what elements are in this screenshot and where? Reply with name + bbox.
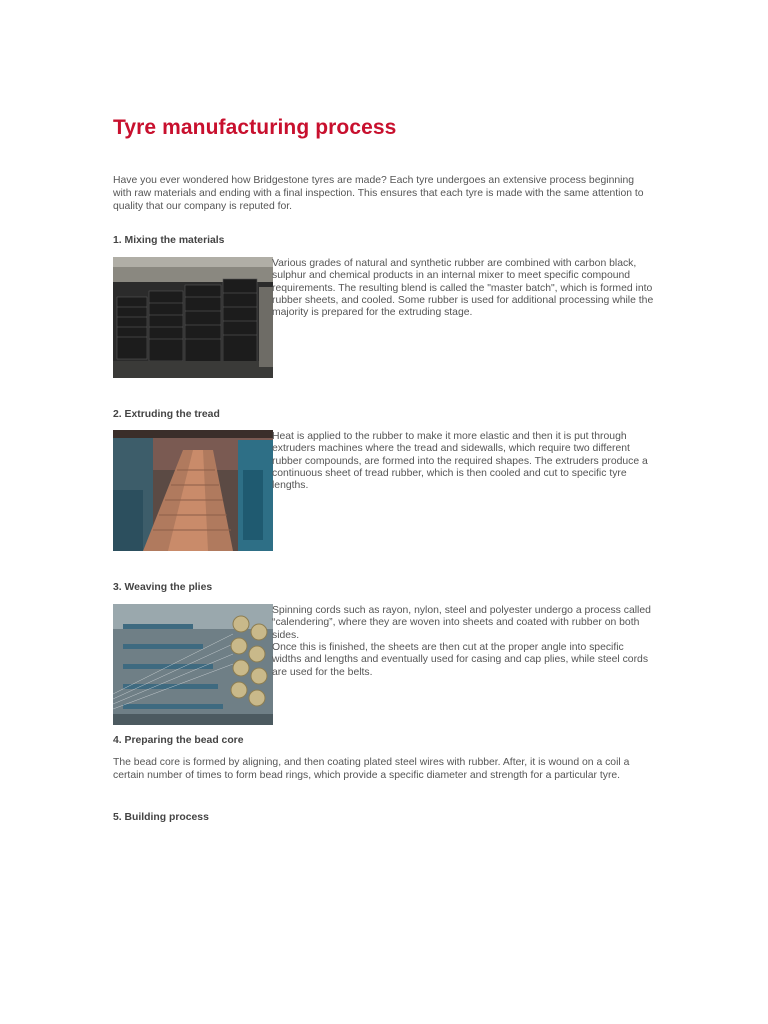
section-4-heading: 4. Preparing the bead core: [113, 735, 244, 746]
weaving-plies-photo: [113, 604, 273, 725]
mixing-materials-photo: [113, 257, 273, 378]
section-2-text: Heat is applied to the rubber to make it more elastic and then it is put through extruders machines where the tread and sidewalls, which require two different rubber compounds, are formed into the required shapes. The extruders produce a continuous sheet of tread rubber, which is then cooled and cut to specific tyre lengths.: [272, 431, 648, 492]
section-3-heading: 3. Weaving the plies: [113, 582, 213, 593]
page-title: Tyre manufacturing process: [113, 116, 397, 139]
section-3-text-2: Once this is finished, the sheets are then cut at the proper angle into specific widths and lengths and eventually used for casing and cap plies, while steel cords are used for the belts.: [272, 642, 649, 678]
intro-paragraph: Have you ever wondered how Bridgestone tyres are made? Each tyre undergoes an extensive process beginning with raw materials and ending with a final inspection. This ensures that each tyre is made with the same attention to quality that our company is reputed for.: [113, 175, 644, 212]
section-4-text: The bead core is formed by aligning, and then coating plated steel wires with rubber. After, it is wound on a coil a certain number of times to form bead rings, which provide a specific diameter and strength for a particular tyre.: [113, 757, 630, 781]
section-5-heading: 5. Building process: [113, 812, 209, 823]
section-3-text-1: Spinning cords such as rayon, nylon, steel and polyester undergo a process called “calendering”, where they are woven into sheets and coated with rubber on both sides.: [272, 605, 651, 641]
section-1-text: Various grades of natural and synthetic rubber are combined with carbon black, sulphur and chemical products in an internal mixer to meet specific compound requirements. The resulting blend is called the "master batch", which is formed into rubber sheets, and cooled. Some rubber is used for additional processing while the majority is prepared for the extruding stage.: [272, 258, 654, 319]
section-1-heading: 1. Mixing the materials: [113, 235, 225, 246]
section-2-heading: 2. Extruding the tread: [113, 409, 220, 420]
extruding-tread-photo: [113, 430, 273, 551]
